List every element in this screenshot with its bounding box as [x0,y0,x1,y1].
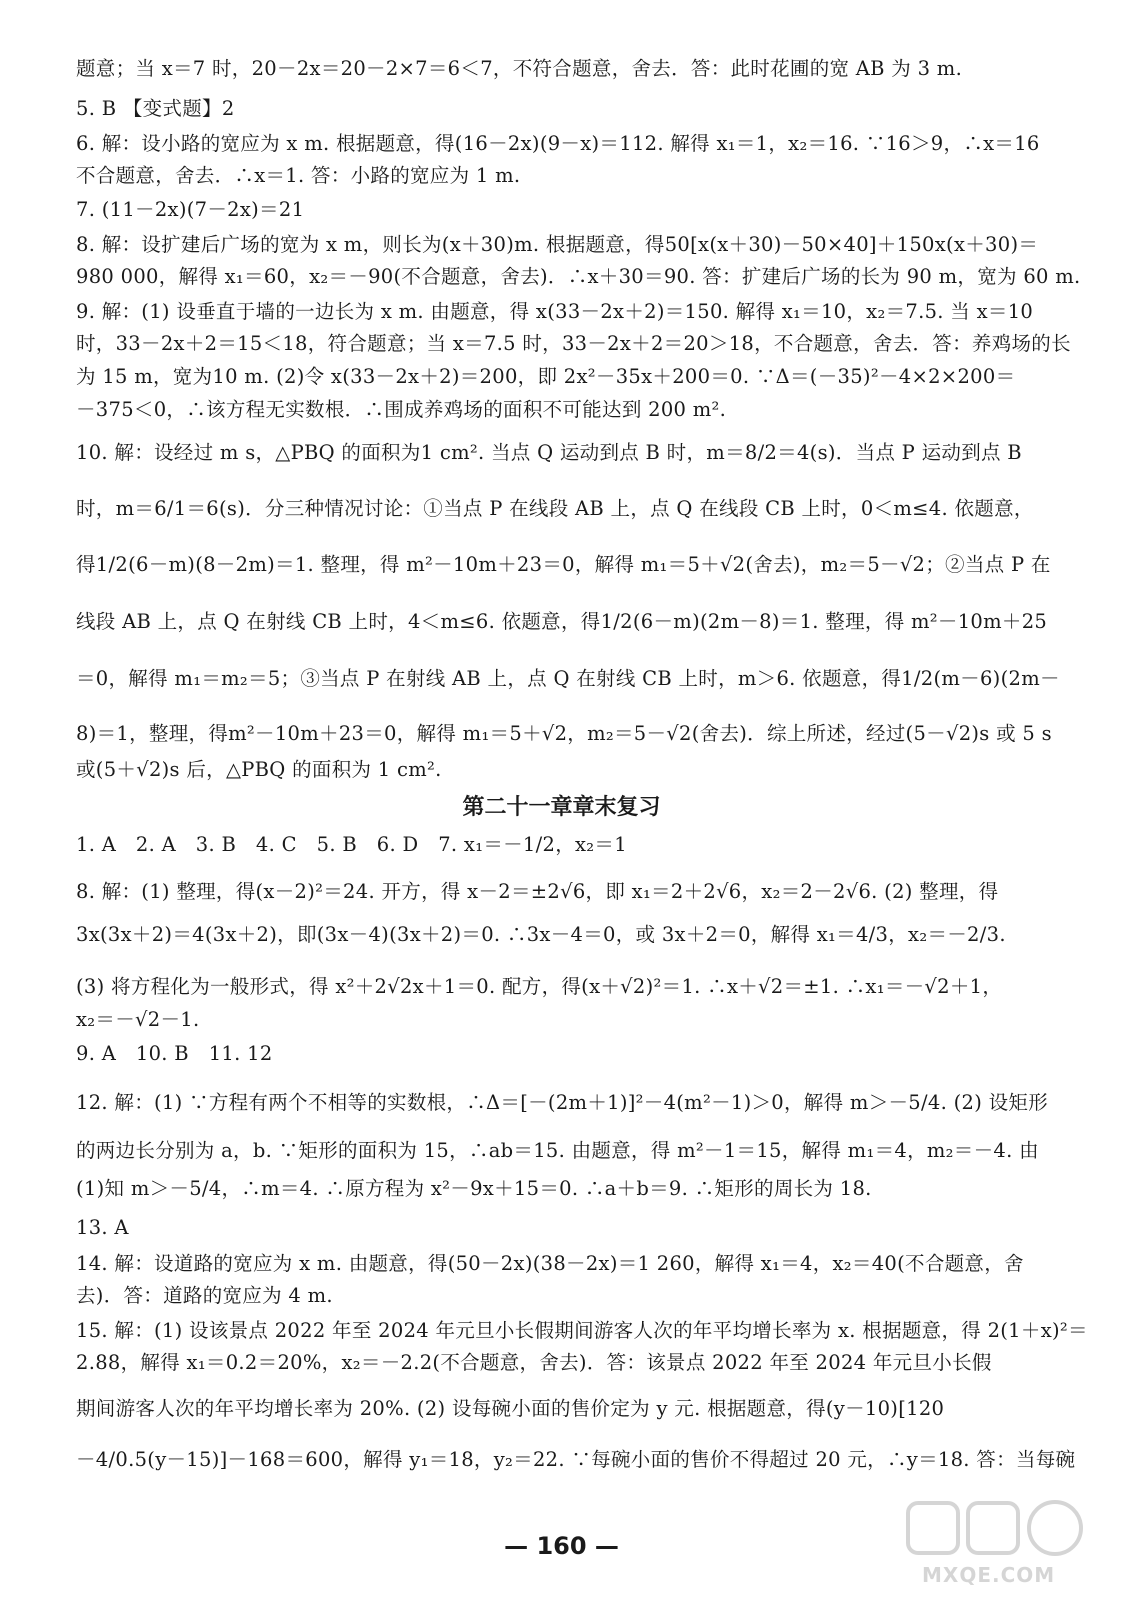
text-line: 得1/2(6－m)(8－2m)＝1. 整理，得 m²－10m＋23＝0，解得 m₁＝5＋√2(舍去)，m₂＝5－√2；②当点 P 在 [76,553,1051,576]
watermark-text: MXQE.COM [922,1563,1056,1587]
page-number: — 160 — [504,1532,619,1560]
text-line: 10. 解：设经过 m s，△PBQ 的面积为1 cm². 当点 Q 运动到点 B 时，m＝8/2＝4(s)．当点 P 运动到点 B [76,441,1022,464]
text-line: 时，m＝6/1＝6(s)．分三种情况讨论：①当点 P 在线段 AB 上，点 Q 在线段 CB 上时，0＜m≤4. 依题意， [76,497,1034,520]
text-line: ＝0，解得 m₁＝m₂＝5；③当点 P 在射线 AB 上，点 Q 在射线 CB 上时，m＞6. 依题意，得1/2(m－6)(2m－ [76,667,1060,690]
text-line: 的两边长分别为 a，b. ∵矩形的面积为 15，∴ab＝15. 由题意，得 m²－1＝15，解得 m₁＝4，m₂＝－4. 由 [76,1139,1039,1162]
text-line: 8. 解：设扩建后广场的宽为 x m，则长为(x＋30)m. 根据题意，得50[x(x＋30)－50×40]＋150x(x＋30)＝ [76,233,1039,256]
text-line: 7. (11－2x)(7－2x)＝21 [76,198,305,221]
text-line: 3x(3x＋2)＝4(3x＋2)，即(3x－4)(3x＋2)＝0. ∴3x－4＝0，或 3x＋2＝0，解得 x₁＝4/3，x₂＝－2/3. [76,923,1006,946]
text-line: －375＜0，∴该方程无实数根．∴围成养鸡场的面积不可能达到 200 m². [76,398,727,421]
text-line: 线段 AB 上，点 Q 在射线 CB 上时，4＜m≤6. 依题意，得1/2(6－m)(2m－8)＝1. 整理，得 m²－10m＋25 [76,610,1048,633]
text-line: (3) 将方程化为一般形式，得 x²＋2√2x＋1＝0. 配方，得(x＋√2)²＝1. ∴x＋√2＝±1. ∴x₁＝－√2＋1， [76,975,1003,998]
text-line: 不合题意，舍去．∴x＝1. 答：小路的宽应为 1 m. [76,164,521,187]
text-line: 去)．答：道路的宽应为 4 m. [76,1284,333,1307]
text-line: 为 15 m，宽为10 m. (2)令 x(33－2x＋2)＝200，即 2x²－35x＋200＝0. ∵Δ＝(－35)²－4×2×200＝ [76,365,1016,388]
text-line: 980 000，解得 x₁＝60，x₂＝－90(不合题意，舍去)．∴x＋30＝90. 答：扩建后广场的长为 90 m，宽为 60 m. [76,265,1081,288]
text-line: 9. A 10. B 11. 12 [76,1042,273,1065]
text-line: 13. A [76,1216,129,1239]
text-line: 1. A 2. A 3. B 4. C 5. B 6. D 7. x₁＝－1/2，x₂＝1 [76,833,627,856]
text-line: 或(5＋√2)s 后，△PBQ 的面积为 1 cm². [76,758,442,781]
text-line: (1)知 m＞－5/4，∴m＝4. ∴原方程为 x²－9x＋15＝0. ∴a＋b＝9. ∴矩形的周长为 18. [76,1177,872,1200]
text-line: 15. 解：(1) 设该景点 2022 年至 2024 年元旦小长假期间游客人次的年平均增长率为 x. 根据题意，得 2(1＋x)²＝ [76,1319,1088,1342]
text-line: 5. B 【变式题】2 [76,97,235,120]
text-line: －4/0.5(y－15)]－168＝600，解得 y₁＝18，y₂＝22. ∵每碗小面的售价不得超过 20 元，∴y＝18. 答：当每碗 [76,1448,1076,1471]
section-title: 第二十一章章末复习 [462,795,661,820]
watermark-logo [900,1495,1110,1595]
text-line: 12. 解：(1) ∵方程有两个不相等的实数根，∴Δ＝[－(2m＋1)]²－4(m²－1)＞0，解得 m＞－5/4. (2) 设矩形 [76,1091,1048,1114]
watermark-icon [900,1495,1110,1565]
text-line: 6. 解：设小路的宽应为 x m. 根据题意，得(16－2x)(9－x)＝112. 解得 x₁＝1，x₂＝16. ∵16＞9，∴x＝16 [76,132,1040,155]
text-line: x₂＝－√2－1. [76,1008,200,1031]
text-line: 9. 解：(1) 设垂直于墙的一边长为 x m. 由题意，得 x(33－2x＋2)＝150. 解得 x₁＝10，x₂＝7.5. 当 x＝10 [76,300,1034,323]
text-line: 期间游客人次的年平均增长率为 20%. (2) 设每碗小面的售价定为 y 元. 根据题意，得(y－10)[120 [76,1397,945,1420]
text-line: 14. 解：设道路的宽应为 x m. 由题意，得(50－2x)(38－2x)＝1 260，解得 x₁＝4，x₂＝40(不合题意，舍 [76,1252,1024,1275]
text-line: 2.88，解得 x₁＝0.2＝20%，x₂＝－2.2(不合题意，舍去)．答：该景点 2022 年至 2024 年元旦小长假 [76,1351,992,1374]
text-line: 8. 解：(1) 整理，得(x－2)²＝24. 开方，得 x－2＝±2√6，即 x₁＝2＋2√6，x₂＝2－2√6. (2) 整理，得 [76,880,999,903]
text-line: 8)＝1，整理，得m²－10m＋23＝0，解得 m₁＝5＋√2，m₂＝5－√2(舍去)．综上所述，经过(5－√2)s 或 5 s [76,722,1052,745]
text-line: 时，33－2x＋2＝15＜18，符合题意；当 x＝7.5 时，33－2x＋2＝20＞18，不合题意，舍去．答：养鸡场的长 [76,332,1071,355]
text-line: 题意；当 x＝7 时，20－2x＝20－2×7＝6＜7，不符合题意，舍去．答：此时花圃的宽 AB 为 3 m. [76,57,963,80]
